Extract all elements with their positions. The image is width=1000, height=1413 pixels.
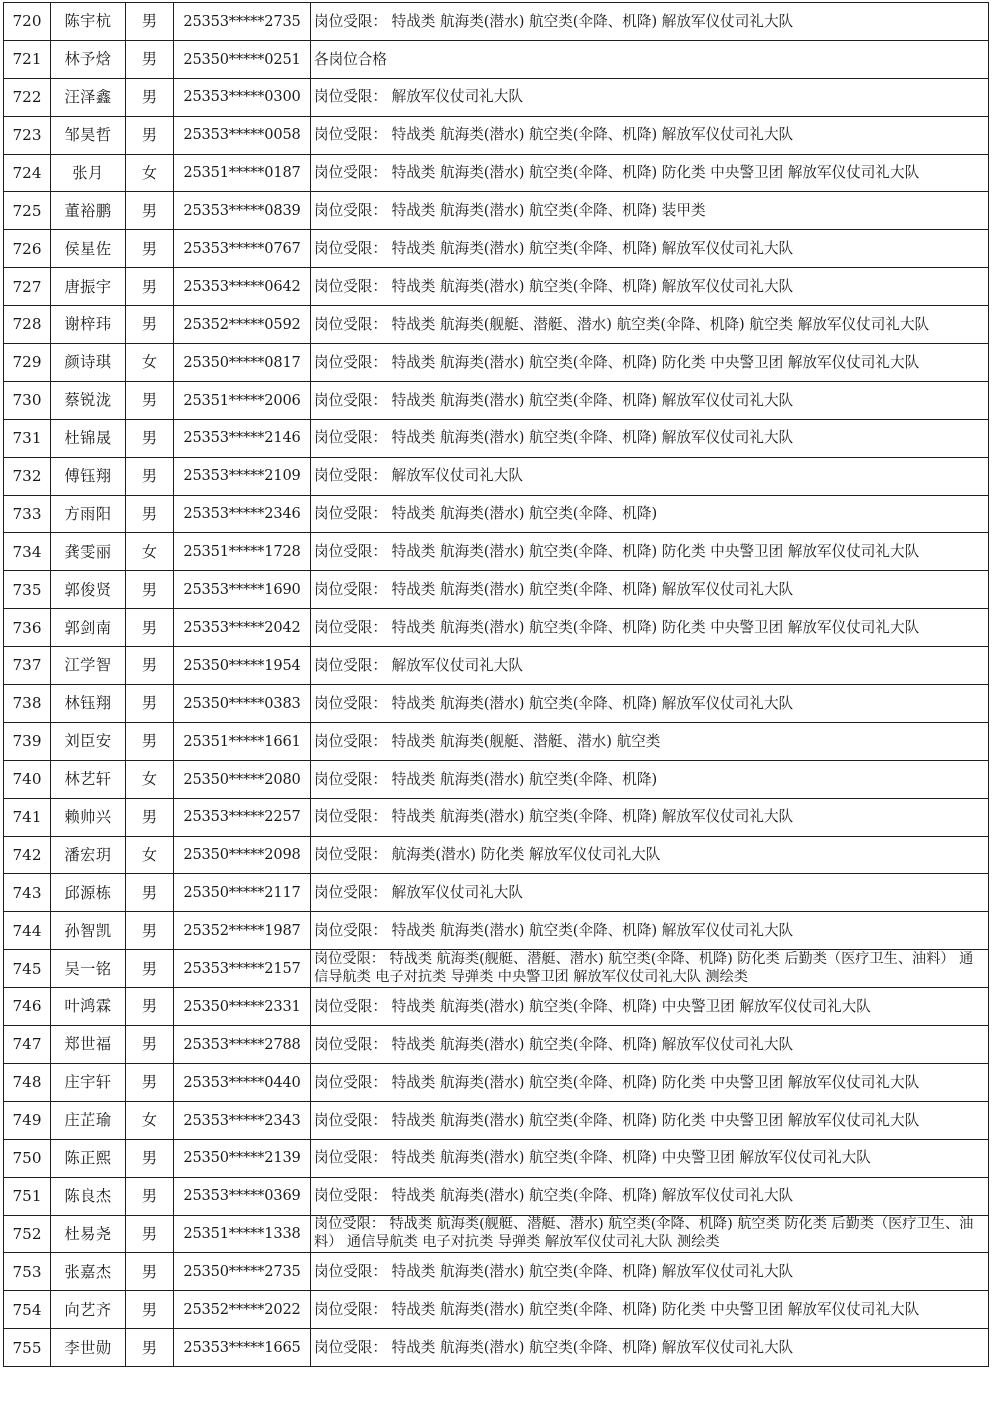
restriction-note: 岗位受限： 特战类 航海类(潜水) 航空类(伞降、机降) 防化类 中央警卫团 解放军仪仗司礼大队 xyxy=(311,1063,989,1101)
candidate-gender: 男 xyxy=(126,230,174,268)
table-row xyxy=(4,116,989,154)
row-number: 740 xyxy=(4,760,51,798)
row-number: 739 xyxy=(4,722,51,760)
restriction-note: 岗位受限： 特战类 航海类(潜水) 航空类(伞降、机降) 解放军仪仗司礼大队 xyxy=(311,1329,989,1367)
candidate-name: 郭剑南 xyxy=(51,609,126,647)
candidate-name: 陈宇杭 xyxy=(51,3,126,41)
candidate-id: 25353*****2257 xyxy=(174,798,311,836)
table-row xyxy=(4,1101,989,1139)
row-number: 750 xyxy=(4,1139,51,1177)
row-number: 754 xyxy=(4,1291,51,1329)
restriction-note: 岗位受限： 特战类 航海类(潜水) 航空类(伞降、机降) 防化类 中央警卫团 解放军仪仗司礼大队 xyxy=(311,1291,989,1329)
candidate-name: 赖帅兴 xyxy=(51,798,126,836)
restriction-note: 岗位受限： 解放军仪仗司礼大队 xyxy=(311,647,989,685)
restriction-note: 岗位受限： 特战类 航海类(潜水) 航空类(伞降、机降) 解放军仪仗司礼大队 xyxy=(311,419,989,457)
candidate-gender: 男 xyxy=(126,381,174,419)
row-number: 724 xyxy=(4,154,51,192)
candidate-id: 25353*****0058 xyxy=(174,116,311,154)
candidate-gender: 女 xyxy=(126,344,174,382)
restriction-note: 岗位受限： 航海类(潜水) 防化类 解放军仪仗司礼大队 xyxy=(311,836,989,874)
row-number: 720 xyxy=(4,3,51,41)
table-row xyxy=(4,912,989,950)
candidate-name: 江学智 xyxy=(51,647,126,685)
candidate-gender: 女 xyxy=(126,154,174,192)
table-row xyxy=(4,988,989,1026)
row-number: 736 xyxy=(4,609,51,647)
restriction-note: 岗位受限： 特战类 航海类(潜水) 航空类(伞降、机降) 装甲类 xyxy=(311,192,989,230)
candidate-name: 颜诗琪 xyxy=(51,344,126,382)
candidate-gender: 男 xyxy=(126,40,174,78)
candidate-gender: 女 xyxy=(126,836,174,874)
candidate-id: 25353*****2109 xyxy=(174,457,311,495)
table-row xyxy=(4,722,989,760)
row-number: 723 xyxy=(4,116,51,154)
table-row xyxy=(4,268,989,306)
table-row xyxy=(4,1177,989,1215)
restriction-note: 岗位受限： 特战类 航海类(潜水) 航空类(伞降、机降) 解放军仪仗司礼大队 xyxy=(311,1253,989,1291)
table-row xyxy=(4,419,989,457)
candidate-id: 25353*****2042 xyxy=(174,609,311,647)
candidate-id: 25350*****0383 xyxy=(174,685,311,723)
candidate-id: 25351*****0187 xyxy=(174,154,311,192)
candidate-name: 方雨阳 xyxy=(51,495,126,533)
table-row xyxy=(4,1063,989,1101)
table-row xyxy=(4,381,989,419)
candidate-gender: 男 xyxy=(126,1177,174,1215)
candidate-id: 25353*****0642 xyxy=(174,268,311,306)
candidate-gender: 男 xyxy=(126,116,174,154)
candidate-gender: 男 xyxy=(126,1215,174,1253)
table-row xyxy=(4,647,989,685)
candidate-name: 汪泽鑫 xyxy=(51,78,126,116)
candidate-id: 25350*****0251 xyxy=(174,40,311,78)
candidate-name: 侯星佐 xyxy=(51,230,126,268)
table-row xyxy=(4,78,989,116)
row-number: 744 xyxy=(4,912,51,950)
candidate-name: 龚雯丽 xyxy=(51,533,126,571)
candidate-gender: 男 xyxy=(126,457,174,495)
candidate-gender: 男 xyxy=(126,722,174,760)
candidate-gender: 男 xyxy=(126,912,174,950)
candidate-name: 邹昊哲 xyxy=(51,116,126,154)
candidate-gender: 女 xyxy=(126,1101,174,1139)
table-row xyxy=(4,874,989,912)
table-row xyxy=(4,1026,989,1064)
candidate-name: 庄芷瑜 xyxy=(51,1101,126,1139)
table-row xyxy=(4,1215,989,1253)
restriction-note: 岗位受限： 特战类 航海类(潜水) 航空类(伞降、机降) 中央警卫团 解放军仪仗司礼大队 xyxy=(311,988,989,1026)
candidate-name: 陈良杰 xyxy=(51,1177,126,1215)
candidate-id: 25353*****2157 xyxy=(174,950,311,988)
candidate-gender: 女 xyxy=(126,533,174,571)
candidate-gender: 男 xyxy=(126,1253,174,1291)
candidate-name: 傅钰翔 xyxy=(51,457,126,495)
table-row xyxy=(4,533,989,571)
candidate-id: 25350*****1954 xyxy=(174,647,311,685)
candidate-id: 25353*****0767 xyxy=(174,230,311,268)
row-number: 747 xyxy=(4,1026,51,1064)
candidate-gender: 男 xyxy=(126,268,174,306)
restriction-note: 岗位受限： 特战类 航海类(潜水) 航空类(伞降、机降) 解放军仪仗司礼大队 xyxy=(311,1026,989,1064)
row-number: 738 xyxy=(4,685,51,723)
candidate-name: 郑世福 xyxy=(51,1026,126,1064)
candidate-id: 25353*****0300 xyxy=(174,78,311,116)
candidate-gender: 男 xyxy=(126,78,174,116)
candidate-id: 25353*****0369 xyxy=(174,1177,311,1215)
results-table-body xyxy=(4,3,989,1367)
row-number: 722 xyxy=(4,78,51,116)
candidate-name: 邱源栋 xyxy=(51,874,126,912)
restriction-note: 岗位受限： 解放军仪仗司礼大队 xyxy=(311,78,989,116)
table-row xyxy=(4,192,989,230)
candidate-id: 25350*****2139 xyxy=(174,1139,311,1177)
restriction-note: 岗位受限： 解放军仪仗司礼大队 xyxy=(311,457,989,495)
candidate-gender: 男 xyxy=(126,3,174,41)
candidate-id: 25351*****2006 xyxy=(174,381,311,419)
restriction-note: 岗位受限： 特战类 航海类(舰艇、潜艇、潜水) 航空类(伞降、机降) 航空类 防化类 后勤类（医疗卫生、油料） 通信导航类 电子对抗类 导弹类 解放军仪仗司礼大队 测绘类 xyxy=(311,1215,989,1253)
candidate-gender: 男 xyxy=(126,798,174,836)
candidate-gender: 男 xyxy=(126,609,174,647)
restriction-note: 岗位受限： 特战类 航海类(潜水) 航空类(伞降、机降) 解放军仪仗司礼大队 xyxy=(311,230,989,268)
table-row xyxy=(4,798,989,836)
table-row xyxy=(4,571,989,609)
candidate-gender: 男 xyxy=(126,1063,174,1101)
row-number: 746 xyxy=(4,988,51,1026)
candidate-id: 25351*****1728 xyxy=(174,533,311,571)
table-row xyxy=(4,306,989,344)
row-number: 737 xyxy=(4,647,51,685)
row-number: 741 xyxy=(4,798,51,836)
candidate-gender: 男 xyxy=(126,1026,174,1064)
candidate-id: 25353*****0839 xyxy=(174,192,311,230)
candidate-name: 叶鸿霖 xyxy=(51,988,126,1026)
candidate-id: 25353*****2788 xyxy=(174,1026,311,1064)
restriction-note: 岗位受限： 特战类 航海类(潜水) 航空类(伞降、机降) 防化类 中央警卫团 解放军仪仗司礼大队 xyxy=(311,1101,989,1139)
restriction-note: 岗位受限： 特战类 航海类(潜水) 航空类(伞降、机降) 解放军仪仗司礼大队 xyxy=(311,381,989,419)
candidate-gender: 男 xyxy=(126,685,174,723)
table-row xyxy=(4,1291,989,1329)
restriction-note: 各岗位合格 xyxy=(311,40,989,78)
table-row xyxy=(4,836,989,874)
table-row xyxy=(4,230,989,268)
candidate-name: 潘宏玥 xyxy=(51,836,126,874)
candidate-name: 张月 xyxy=(51,154,126,192)
candidate-id: 25353*****2346 xyxy=(174,495,311,533)
candidate-name: 谢梓玮 xyxy=(51,306,126,344)
candidate-id: 25350*****2117 xyxy=(174,874,311,912)
candidate-gender: 男 xyxy=(126,874,174,912)
restriction-note: 岗位受限： 特战类 航海类(潜水) 航空类(伞降、机降) 防化类 中央警卫团 解放军仪仗司礼大队 xyxy=(311,533,989,571)
candidate-id: 25353*****2146 xyxy=(174,419,311,457)
candidate-name: 林予焓 xyxy=(51,40,126,78)
table-row xyxy=(4,154,989,192)
row-number: 732 xyxy=(4,457,51,495)
candidate-gender: 男 xyxy=(126,647,174,685)
candidate-id: 25351*****1338 xyxy=(174,1215,311,1253)
table-row xyxy=(4,344,989,382)
candidate-gender: 男 xyxy=(126,950,174,988)
candidate-id: 25350*****0817 xyxy=(174,344,311,382)
candidate-name: 庄宇轩 xyxy=(51,1063,126,1101)
candidate-gender: 女 xyxy=(126,760,174,798)
restriction-note: 岗位受限： 特战类 航海类(潜水) 航空类(伞降、机降) 解放军仪仗司礼大队 xyxy=(311,116,989,154)
table-row xyxy=(4,950,989,988)
table-row xyxy=(4,495,989,533)
table-row xyxy=(4,3,989,41)
candidate-name: 张嘉杰 xyxy=(51,1253,126,1291)
table-row xyxy=(4,760,989,798)
restriction-note: 岗位受限： 特战类 航海类(潜水) 航空类(伞降、机降) xyxy=(311,495,989,533)
restriction-note: 岗位受限： 特战类 航海类(潜水) 航空类(伞降、机降) 防化类 中央警卫团 解放军仪仗司礼大队 xyxy=(311,154,989,192)
candidate-id: 25350*****2080 xyxy=(174,760,311,798)
restriction-note: 岗位受限： 特战类 航海类(潜水) 航空类(伞降、机降) 解放军仪仗司礼大队 xyxy=(311,571,989,609)
candidate-name: 蔡锐泷 xyxy=(51,381,126,419)
candidate-id: 25352*****0592 xyxy=(174,306,311,344)
candidate-name: 吴一铭 xyxy=(51,950,126,988)
restriction-note: 岗位受限： 特战类 航海类(潜水) 航空类(伞降、机降) 中央警卫团 解放军仪仗司礼大队 xyxy=(311,1139,989,1177)
candidate-gender: 男 xyxy=(126,495,174,533)
candidate-name: 陈正熙 xyxy=(51,1139,126,1177)
candidate-gender: 男 xyxy=(126,988,174,1026)
row-number: 734 xyxy=(4,533,51,571)
results-table xyxy=(3,2,989,1367)
row-number: 748 xyxy=(4,1063,51,1101)
row-number: 745 xyxy=(4,950,51,988)
candidate-name: 杜锦晟 xyxy=(51,419,126,457)
row-number: 733 xyxy=(4,495,51,533)
table-row xyxy=(4,40,989,78)
row-number: 726 xyxy=(4,230,51,268)
restriction-note: 岗位受限： 解放军仪仗司礼大队 xyxy=(311,874,989,912)
row-number: 721 xyxy=(4,40,51,78)
table-row xyxy=(4,609,989,647)
row-number: 743 xyxy=(4,874,51,912)
candidate-id: 25353*****0440 xyxy=(174,1063,311,1101)
restriction-note: 岗位受限： 特战类 航海类(潜水) 航空类(伞降、机降) 解放军仪仗司礼大队 xyxy=(311,1177,989,1215)
candidate-gender: 男 xyxy=(126,306,174,344)
restriction-note: 岗位受限： 特战类 航海类(舰艇、潜艇、潜水) 航空类 xyxy=(311,722,989,760)
table-row xyxy=(4,1139,989,1177)
restriction-note: 岗位受限： 特战类 航海类(潜水) 航空类(伞降、机降) 防化类 中央警卫团 解放军仪仗司礼大队 xyxy=(311,344,989,382)
candidate-name: 董裕鹏 xyxy=(51,192,126,230)
table-row xyxy=(4,1329,989,1367)
table-row xyxy=(4,457,989,495)
candidate-gender: 男 xyxy=(126,571,174,609)
row-number: 735 xyxy=(4,571,51,609)
candidate-name: 郭俊贤 xyxy=(51,571,126,609)
candidate-id: 25353*****2735 xyxy=(174,3,311,41)
candidate-id: 25350*****2331 xyxy=(174,988,311,1026)
candidate-name: 孙智凯 xyxy=(51,912,126,950)
candidate-id: 25353*****1690 xyxy=(174,571,311,609)
table-row xyxy=(4,1253,989,1291)
candidate-gender: 男 xyxy=(126,1291,174,1329)
row-number: 729 xyxy=(4,344,51,382)
candidate-gender: 男 xyxy=(126,1329,174,1367)
candidate-id: 25353*****2343 xyxy=(174,1101,311,1139)
row-number: 725 xyxy=(4,192,51,230)
table-row xyxy=(4,685,989,723)
candidate-id: 25352*****1987 xyxy=(174,912,311,950)
restriction-note: 岗位受限： 特战类 航海类(潜水) 航空类(伞降、机降) 防化类 中央警卫团 解放军仪仗司礼大队 xyxy=(311,609,989,647)
candidate-name: 林钰翔 xyxy=(51,685,126,723)
candidate-id: 25353*****1665 xyxy=(174,1329,311,1367)
candidate-name: 刘臣安 xyxy=(51,722,126,760)
row-number: 728 xyxy=(4,306,51,344)
row-number: 755 xyxy=(4,1329,51,1367)
candidate-gender: 男 xyxy=(126,419,174,457)
row-number: 727 xyxy=(4,268,51,306)
restriction-note: 岗位受限： 特战类 航海类(舰艇、潜艇、潜水) 航空类(伞降、机降) 防化类 后勤类（医疗卫生、油料） 通信导航类 电子对抗类 导弹类 中央警卫团 解放军仪仗司礼大队 测绘类 xyxy=(311,950,989,988)
restriction-note: 岗位受限： 特战类 航海类(舰艇、潜艇、潜水) 航空类(伞降、机降) 航空类 解放军仪仗司礼大队 xyxy=(311,306,989,344)
candidate-gender: 男 xyxy=(126,192,174,230)
row-number: 730 xyxy=(4,381,51,419)
restriction-note: 岗位受限： 特战类 航海类(潜水) 航空类(伞降、机降) 解放军仪仗司礼大队 xyxy=(311,912,989,950)
row-number: 731 xyxy=(4,419,51,457)
row-number: 753 xyxy=(4,1253,51,1291)
row-number: 742 xyxy=(4,836,51,874)
candidate-name: 林艺轩 xyxy=(51,760,126,798)
candidate-gender: 男 xyxy=(126,1139,174,1177)
restriction-note: 岗位受限： 特战类 航海类(潜水) 航空类(伞降、机降) 解放军仪仗司礼大队 xyxy=(311,798,989,836)
restriction-note: 岗位受限： 特战类 航海类(潜水) 航空类(伞降、机降) 解放军仪仗司礼大队 xyxy=(311,268,989,306)
restriction-note: 岗位受限： 特战类 航海类(潜水) 航空类(伞降、机降) xyxy=(311,760,989,798)
restriction-note: 岗位受限： 特战类 航海类(潜水) 航空类(伞降、机降) 解放军仪仗司礼大队 xyxy=(311,685,989,723)
row-number: 751 xyxy=(4,1177,51,1215)
candidate-id: 25352*****2022 xyxy=(174,1291,311,1329)
candidate-name: 唐振宇 xyxy=(51,268,126,306)
restriction-note: 岗位受限： 特战类 航海类(潜水) 航空类(伞降、机降) 解放军仪仗司礼大队 xyxy=(311,3,989,41)
candidate-id: 25350*****2735 xyxy=(174,1253,311,1291)
candidate-id: 25351*****1661 xyxy=(174,722,311,760)
row-number: 749 xyxy=(4,1101,51,1139)
row-number: 752 xyxy=(4,1215,51,1253)
candidate-name: 杜易尧 xyxy=(51,1215,126,1253)
candidate-name: 向艺齐 xyxy=(51,1291,126,1329)
candidate-id: 25350*****2098 xyxy=(174,836,311,874)
candidate-name: 李世勋 xyxy=(51,1329,126,1367)
